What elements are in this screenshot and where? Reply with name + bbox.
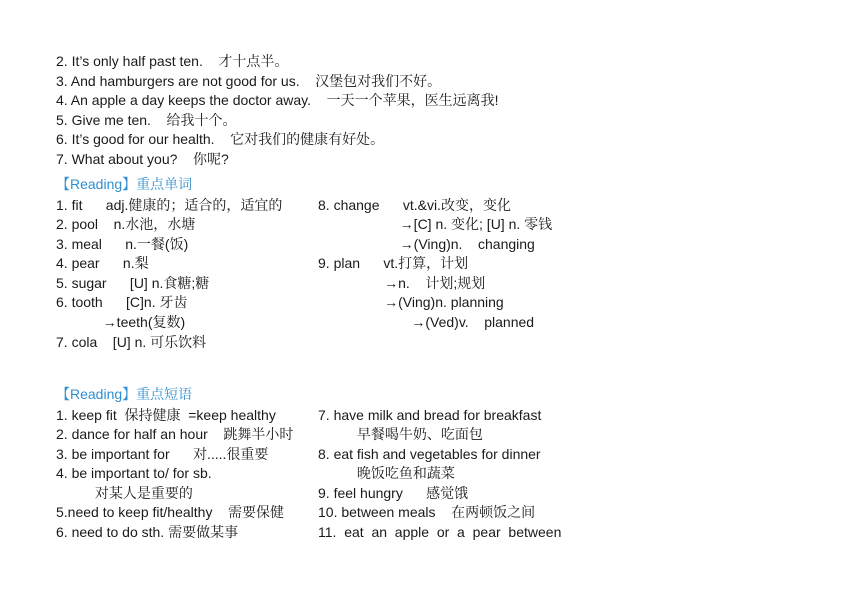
sentence-line: 7. What about you? 你呢? bbox=[56, 151, 229, 167]
vocab-item: 3. meal n.一餐(饭) bbox=[56, 236, 189, 252]
vocab-item: 4. pear n.梨 bbox=[56, 255, 149, 271]
vocab-item: 7. cola [U] n. 可乐饮料 bbox=[56, 334, 207, 350]
vocab-item: →(Ved)v. planned bbox=[318, 314, 535, 330]
phrase-item: 对某人是重要的 bbox=[56, 485, 193, 501]
vocab-item: 2. pool n.水池，水塘 bbox=[56, 216, 196, 232]
phrase-item: 5.need to keep fit/healthy 需要保健 bbox=[56, 504, 285, 520]
sentence-line: 3. And hamburgers are not good for us. 汉堡包对我们不好。 bbox=[56, 73, 442, 89]
phrase-item: 早餐喝牛奶、吃面包 bbox=[318, 426, 483, 442]
sentence-line: 2. It’s only half past ten. 才十点半。 bbox=[56, 53, 289, 69]
sentence-line: 6. It’s good for our health. 它对我们的健康有好处。 bbox=[56, 131, 385, 147]
phrase-item: 8. eat fish and vegetables for dinner bbox=[318, 446, 541, 462]
vocab-item: 1. fit adj.健康的；适合的，适宜的 bbox=[56, 197, 283, 213]
vocab-item: →teeth(复数) bbox=[56, 314, 186, 330]
phrase-item: 3. be important for 对.....很重要 bbox=[56, 446, 269, 462]
phrase-item: 4. be important to/ for sb. bbox=[56, 465, 212, 481]
vocab-item: →[C] n. 变化; [U] n. 零钱 bbox=[318, 216, 553, 232]
phrase-item: 10. between meals 在两顿饭之间 bbox=[318, 504, 536, 520]
phrase-item: 2. dance for half an hour 跳舞半小时 bbox=[56, 426, 294, 442]
phrase-item: 1. keep fit 保持健康 =keep healthy bbox=[56, 407, 276, 423]
sentence-line: 5. Give me ten. 给我十个。 bbox=[56, 112, 237, 128]
vocab-item: →(Ving)n. changing bbox=[318, 236, 535, 252]
phrase-item: 9. feel hungry 感觉饿 bbox=[318, 485, 469, 501]
phrase-item: 6. need to do sth. 需要做某事 bbox=[56, 524, 239, 540]
vocab-item: 5. sugar [U] n.食糖;糖 bbox=[56, 275, 210, 291]
phrase-item: 晚饭吃鱼和蔬菜 bbox=[318, 465, 455, 481]
vocab-item: 8. change vt.&vi.改变，变化 bbox=[318, 197, 511, 213]
phrases-heading: 【Reading】重点短语 bbox=[56, 386, 193, 402]
phrase-item: 11. eat an apple or a pear between bbox=[318, 524, 562, 540]
vocab-item: 6. tooth [C]n. 牙齿 bbox=[56, 294, 188, 310]
vocab-heading: 【Reading】重点单词 bbox=[56, 176, 193, 192]
vocab-item: →n. 计划;规划 bbox=[318, 275, 486, 291]
vocab-item: 9. plan vt.打算，计划 bbox=[318, 255, 469, 271]
phrase-item: 7. have milk and bread for breakfast bbox=[318, 407, 542, 423]
vocab-item: →(Ving)n. planning bbox=[318, 294, 504, 310]
sentence-line: 4. An apple a day keeps the doctor away. 一天一个苹果，医生远离我! bbox=[56, 92, 499, 108]
